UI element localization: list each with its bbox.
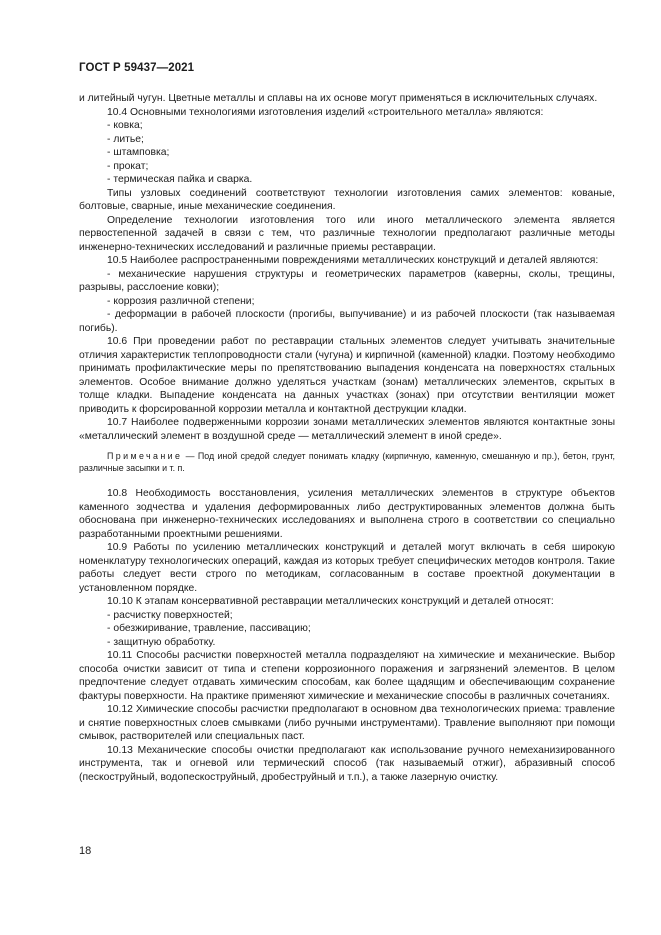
note xyxy=(79,450,615,474)
paragraph: 10.6 При проведении работ по реставрации стальных элементов следует учитывать значительные отличия характеристик теплопроводности стали (чугуна) и кирпичной (каменной) кладки. Поэтому необходимо принимать профилактические меры по препятствованию выпадения конденсата на поверхностях стальных элементов. Особое внимание должно уделяться участкам (зонам) металлических элементов, скрытых в толще кладки. Выпадение конденсата на данных участках (зонах) при отсутствии вентиляции может приводить к форсированной коррозии металла и контактной деструкции кладки. xyxy=(79,336,615,415)
paragraph: Определение технологии изготовления того или иного металлического элемента является первостепенной задачей в связи с тем, что различные технологии предполагают различные методы инженерно-технических исследований и различные приемы реставрации. xyxy=(79,214,615,253)
paragraph: 10.10 К этапам консервативной реставрации металлических конструкций и деталей относят: xyxy=(107,596,554,607)
list-item: - механические нарушения структуры и геометрических параметров (каверны, сколы, трещины, разрывы, расслоение ковки); xyxy=(79,268,615,293)
paragraph: 10.12 Химические способы расчистки предполагают в основном два технологических приема: травление и снятие поверхностных слоев смывками (либо ручными инструментами). Травление выполняют при помощи смывок, растворителей или специальных паст. xyxy=(79,704,615,742)
paragraph: 10.9 Работы по усилению металлических конструкций и деталей могут включать в себя широкую номенклатуру технологических операций, каждая из которых требует специфических методов контроля. Такие работы следует вести строго по методикам, согласованным в составе проектной документации в установленном порядке. xyxy=(79,542,615,594)
paragraph: 10.4 Основными технологиями изготовления изделий «строительного металла» являются: xyxy=(107,106,544,118)
paragraph: 10.11 Способы расчистки поверхностей металла подразделяют на химические и механические. Выбор способа очистки зависит от типа и степени коррозионного поражения и загрязнений элементов. В целом предпочтение следует отдавать химическим способам, как более щадящим и обеспечивающим сохранение фактуры поверхности. На практике применяют химические и механические способы в различных сочетаниях. xyxy=(79,650,615,702)
paragraph: 10.5 Наиболее распространенными повреждениями металлических конструкций и деталей являются: xyxy=(107,255,599,266)
list-item: - прокат; xyxy=(107,160,149,172)
document-header: ГОСТ Р 59437—2021 xyxy=(79,62,195,74)
list-item: - литье; xyxy=(107,133,144,145)
note-label: Примечание xyxy=(107,451,183,461)
paragraph: Типы узловых соединений соответствуют технологии изготовления самих элементов: кованые, болтовые, сварные, иные механические соединения. xyxy=(79,187,615,212)
list-item: - расчистку поверхностей; xyxy=(107,609,233,621)
list-item: - обезжиривание, травление, пассивацию; xyxy=(107,623,311,634)
paragraph: 10.13 Механические способы очистки предполагают как использование ручного немеханизированного инструмента, так и огневой или термический способ (так называемый отжиг), абразивный способ (пескоструйный, водопескоструйный, дробеструйный и т.п.), а также лазерную очистку. xyxy=(79,744,615,783)
paragraph: и литейный чугун. Цветные металлы и сплавы на их основе могут применяться в исключительных случаях. xyxy=(79,93,598,104)
list-item: - деформации в рабочей плоскости (прогибы, выпучивание) и из рабочей плоскости (так называемая погибь). xyxy=(79,309,615,334)
note-text: — Под иной средой следует понимать кладку (кирпичную, каменную, смешанную и пр.), бетон, грунт, различные засыпки и т. п. xyxy=(79,451,615,473)
list-item: - термическая пайка и сварка. xyxy=(107,174,253,185)
page-number: 18 xyxy=(79,845,92,857)
list-item: - ковка; xyxy=(107,120,143,131)
list-item: - защитную обработку. xyxy=(107,636,216,648)
body-text xyxy=(79,92,615,784)
list-item: - коррозия различной степени; xyxy=(107,295,255,307)
paragraph: 10.8 Необходимость восстановления, усиления металлических элементов в структуре объектов каменного зодчества и удаления деформированных либо деструктированных элементов должна быть обоснована при инженерно-технических исследованиях и выполнена строго в соответствии со специально разработанными проектными решениями. xyxy=(79,488,615,540)
list-item: - штамповка; xyxy=(107,147,170,158)
paragraph: 10.7 Наиболее подверженными коррозии зонами металлических элементов являются контактные зоны «металлический элемент в воздушной среде — металлический элемент в иной среде». xyxy=(79,417,615,442)
